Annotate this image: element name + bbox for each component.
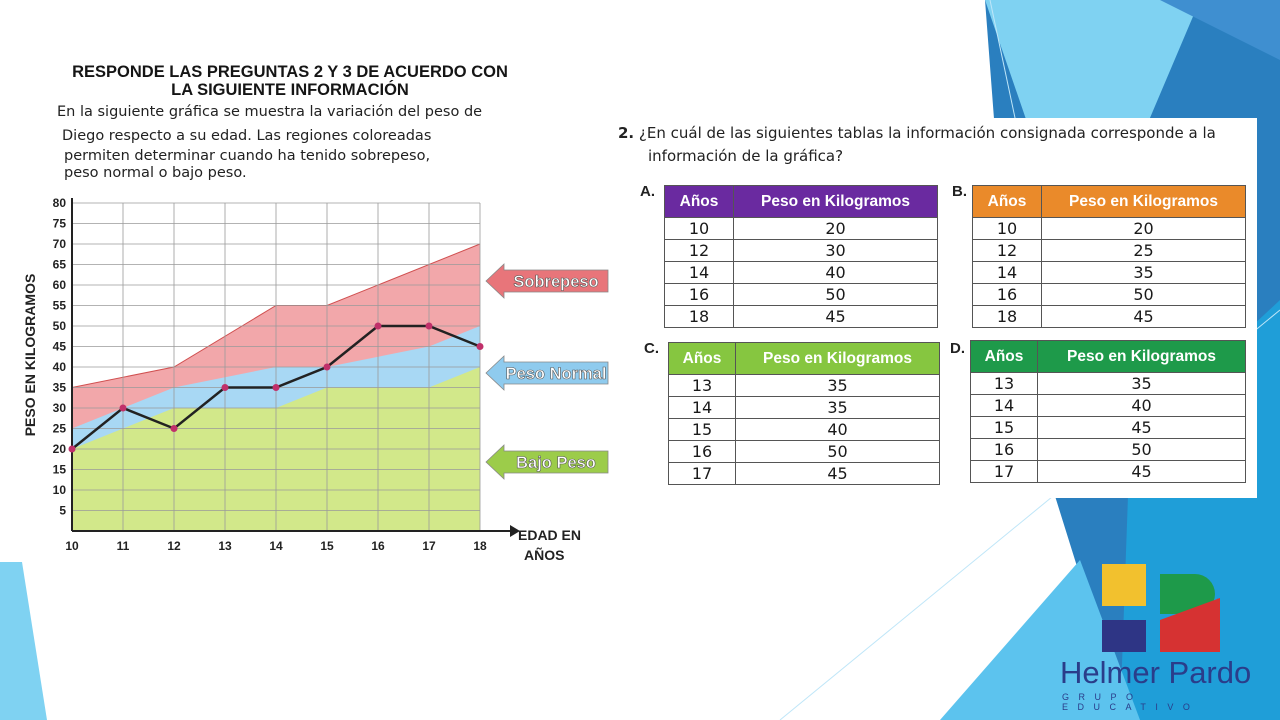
x-axis-label-line1: EDAD EN — [518, 527, 582, 543]
region-label-sobrepeso: Sobrepeso — [513, 273, 599, 291]
intro-line-1: En la siguiente gráfica se muestra la variación del peso de — [57, 104, 483, 120]
data-point — [222, 384, 229, 391]
y-tick-label: 5 — [59, 503, 66, 518]
cell-weight: 45 — [734, 306, 938, 328]
table-row — [971, 417, 1246, 439]
y-tick-label: 45 — [52, 339, 66, 354]
cell-weight: 45 — [1038, 417, 1246, 439]
intro-line-2: Diego respecto a su edad. Las regiones coloreadas — [62, 128, 432, 144]
table-row — [669, 463, 940, 485]
cell-year: 14 — [973, 262, 1042, 284]
question-line-2: información de la gráfica? — [648, 147, 844, 165]
y-tick-label: 25 — [52, 421, 66, 436]
region-label-bajo-peso: Bajo Peso — [516, 454, 596, 472]
chart-region-labels — [486, 264, 608, 479]
col-header-weight: Peso en Kilogramos — [1038, 341, 1246, 373]
cell-weight: 50 — [736, 441, 940, 463]
title-line-1: RESPONDE LAS PREGUNTAS 2 Y 3 DE ACUERDO CON — [72, 63, 508, 81]
cell-year: 17 — [971, 461, 1038, 483]
region-label-peso-normal: Peso Normal — [505, 365, 607, 383]
hp-blocks-logo-icon — [1100, 562, 1225, 652]
cell-weight: 20 — [1042, 218, 1246, 240]
y-axis-label: PESO EN KILOGRAMOS — [22, 273, 38, 437]
intro-line-4: peso normal o bajo peso. — [64, 165, 247, 181]
cell-year: 16 — [971, 439, 1038, 461]
y-tick-label: 50 — [52, 319, 66, 333]
option-b-letter: B. — [952, 183, 967, 200]
data-point — [324, 364, 331, 371]
col-header-years: Años — [971, 341, 1038, 373]
cell-weight: 40 — [736, 419, 940, 441]
y-tick-label: 10 — [52, 483, 66, 497]
cell-year: 13 — [669, 375, 736, 397]
col-header-weight: Peso en Kilogramos — [1042, 186, 1246, 218]
x-tick-label: 11 — [116, 539, 130, 553]
logo-navy-block — [1102, 620, 1146, 652]
data-point — [120, 405, 127, 412]
x-axis-label-line2: AÑOS — [524, 547, 565, 563]
table-row — [665, 284, 938, 306]
cell-year: 14 — [669, 397, 736, 419]
cell-weight: 35 — [1038, 373, 1246, 395]
data-point — [426, 323, 433, 330]
col-header-weight: Peso en Kilogramos — [736, 343, 940, 375]
cell-year: 12 — [973, 240, 1042, 262]
table-row — [669, 397, 940, 419]
x-tick-label: 12 — [167, 539, 181, 553]
cell-weight: 35 — [1042, 262, 1246, 284]
table-row — [971, 461, 1246, 483]
x-tick-label: 18 — [473, 539, 487, 553]
table-row — [973, 262, 1246, 284]
cell-weight: 35 — [736, 375, 940, 397]
cell-year: 15 — [669, 419, 736, 441]
cell-year: 18 — [973, 306, 1042, 328]
table-row — [973, 240, 1246, 262]
page-title — [40, 63, 540, 99]
cell-year: 10 — [973, 218, 1042, 240]
cell-weight: 50 — [734, 284, 938, 306]
table-row — [665, 306, 938, 328]
cell-weight: 50 — [1038, 439, 1246, 461]
cell-year: 15 — [971, 417, 1038, 439]
title-line-2: LA SIGUIENTE INFORMACIÓN — [171, 81, 409, 99]
option-b-table[interactable] — [972, 185, 1246, 328]
logo-name: Helmer Pardo — [1060, 655, 1252, 690]
cell-year: 14 — [971, 395, 1038, 417]
cell-year: 14 — [665, 262, 734, 284]
question-number: 2. — [618, 124, 635, 142]
table-row — [669, 375, 940, 397]
table-row — [665, 262, 938, 284]
x-tick-label: 10 — [65, 539, 79, 553]
cell-year: 18 — [665, 306, 734, 328]
question-line-1 — [618, 124, 1216, 142]
cell-year: 13 — [971, 373, 1038, 395]
table-row — [973, 306, 1246, 328]
col-header-years: Años — [973, 186, 1042, 218]
y-tick-label: 55 — [52, 298, 66, 313]
cell-year: 16 — [973, 284, 1042, 306]
x-tick-label: 14 — [269, 539, 283, 553]
cell-year: 17 — [669, 463, 736, 485]
question-text: ¿En cuál de las siguientes tablas la información consignada corresponde a la — [638, 124, 1216, 142]
x-tick-label: 17 — [422, 539, 436, 553]
option-d-table[interactable] — [970, 340, 1246, 483]
y-tick-label: 75 — [52, 216, 66, 231]
table-row — [669, 441, 940, 463]
table-row — [971, 439, 1246, 461]
table-row — [973, 218, 1246, 240]
cell-year: 16 — [665, 284, 734, 306]
option-a-letter: A. — [640, 183, 655, 200]
table-row — [971, 373, 1246, 395]
option-a-table[interactable] — [664, 185, 938, 328]
cell-weight: 40 — [734, 262, 938, 284]
y-tick-label: 15 — [52, 462, 66, 477]
cell-weight: 40 — [1038, 395, 1246, 417]
cell-year: 16 — [669, 441, 736, 463]
cell-weight: 45 — [1042, 306, 1246, 328]
table-row — [665, 218, 938, 240]
cell-year: 12 — [665, 240, 734, 262]
data-point — [477, 343, 484, 350]
y-tick-label: 80 — [52, 196, 66, 210]
cell-weight: 50 — [1042, 284, 1246, 306]
cell-weight: 30 — [734, 240, 938, 262]
col-header-years: Años — [669, 343, 736, 375]
table-row — [973, 284, 1246, 306]
y-tick-label: 65 — [52, 257, 66, 272]
y-tick-label: 60 — [52, 278, 66, 292]
cell-weight: 45 — [1038, 461, 1246, 483]
cell-year: 10 — [665, 218, 734, 240]
col-header-weight: Peso en Kilogramos — [734, 186, 938, 218]
option-c-letter: C. — [644, 340, 659, 357]
option-c-table[interactable] — [668, 342, 940, 485]
intro-line-3: permiten determinar cuando ha tenido sobrepeso, — [64, 148, 431, 164]
data-point — [375, 323, 382, 330]
y-tick-label: 20 — [52, 442, 66, 456]
col-header-years: Años — [665, 186, 734, 218]
table-row — [665, 240, 938, 262]
x-tick-label: 15 — [320, 539, 334, 553]
data-point — [69, 446, 76, 453]
y-tick-label: 70 — [52, 237, 66, 251]
cell-weight: 25 — [1042, 240, 1246, 262]
y-tick-label: 30 — [52, 401, 66, 415]
x-tick-label: 13 — [218, 539, 232, 553]
logo-subtitle: GRUPO EDUCATIVO — [1062, 692, 1200, 712]
data-point — [171, 425, 178, 432]
table-row — [669, 419, 940, 441]
y-tick-label: 40 — [52, 360, 66, 374]
x-tick-label: 16 — [371, 539, 385, 553]
logo-yellow-block — [1102, 564, 1146, 606]
weight-chart — [0, 180, 640, 600]
table-row — [971, 395, 1246, 417]
cell-weight: 20 — [734, 218, 938, 240]
cell-weight: 45 — [736, 463, 940, 485]
cell-weight: 35 — [736, 397, 940, 419]
y-tick-label: 35 — [52, 380, 66, 395]
option-d-letter: D. — [950, 340, 965, 357]
data-point — [273, 384, 280, 391]
